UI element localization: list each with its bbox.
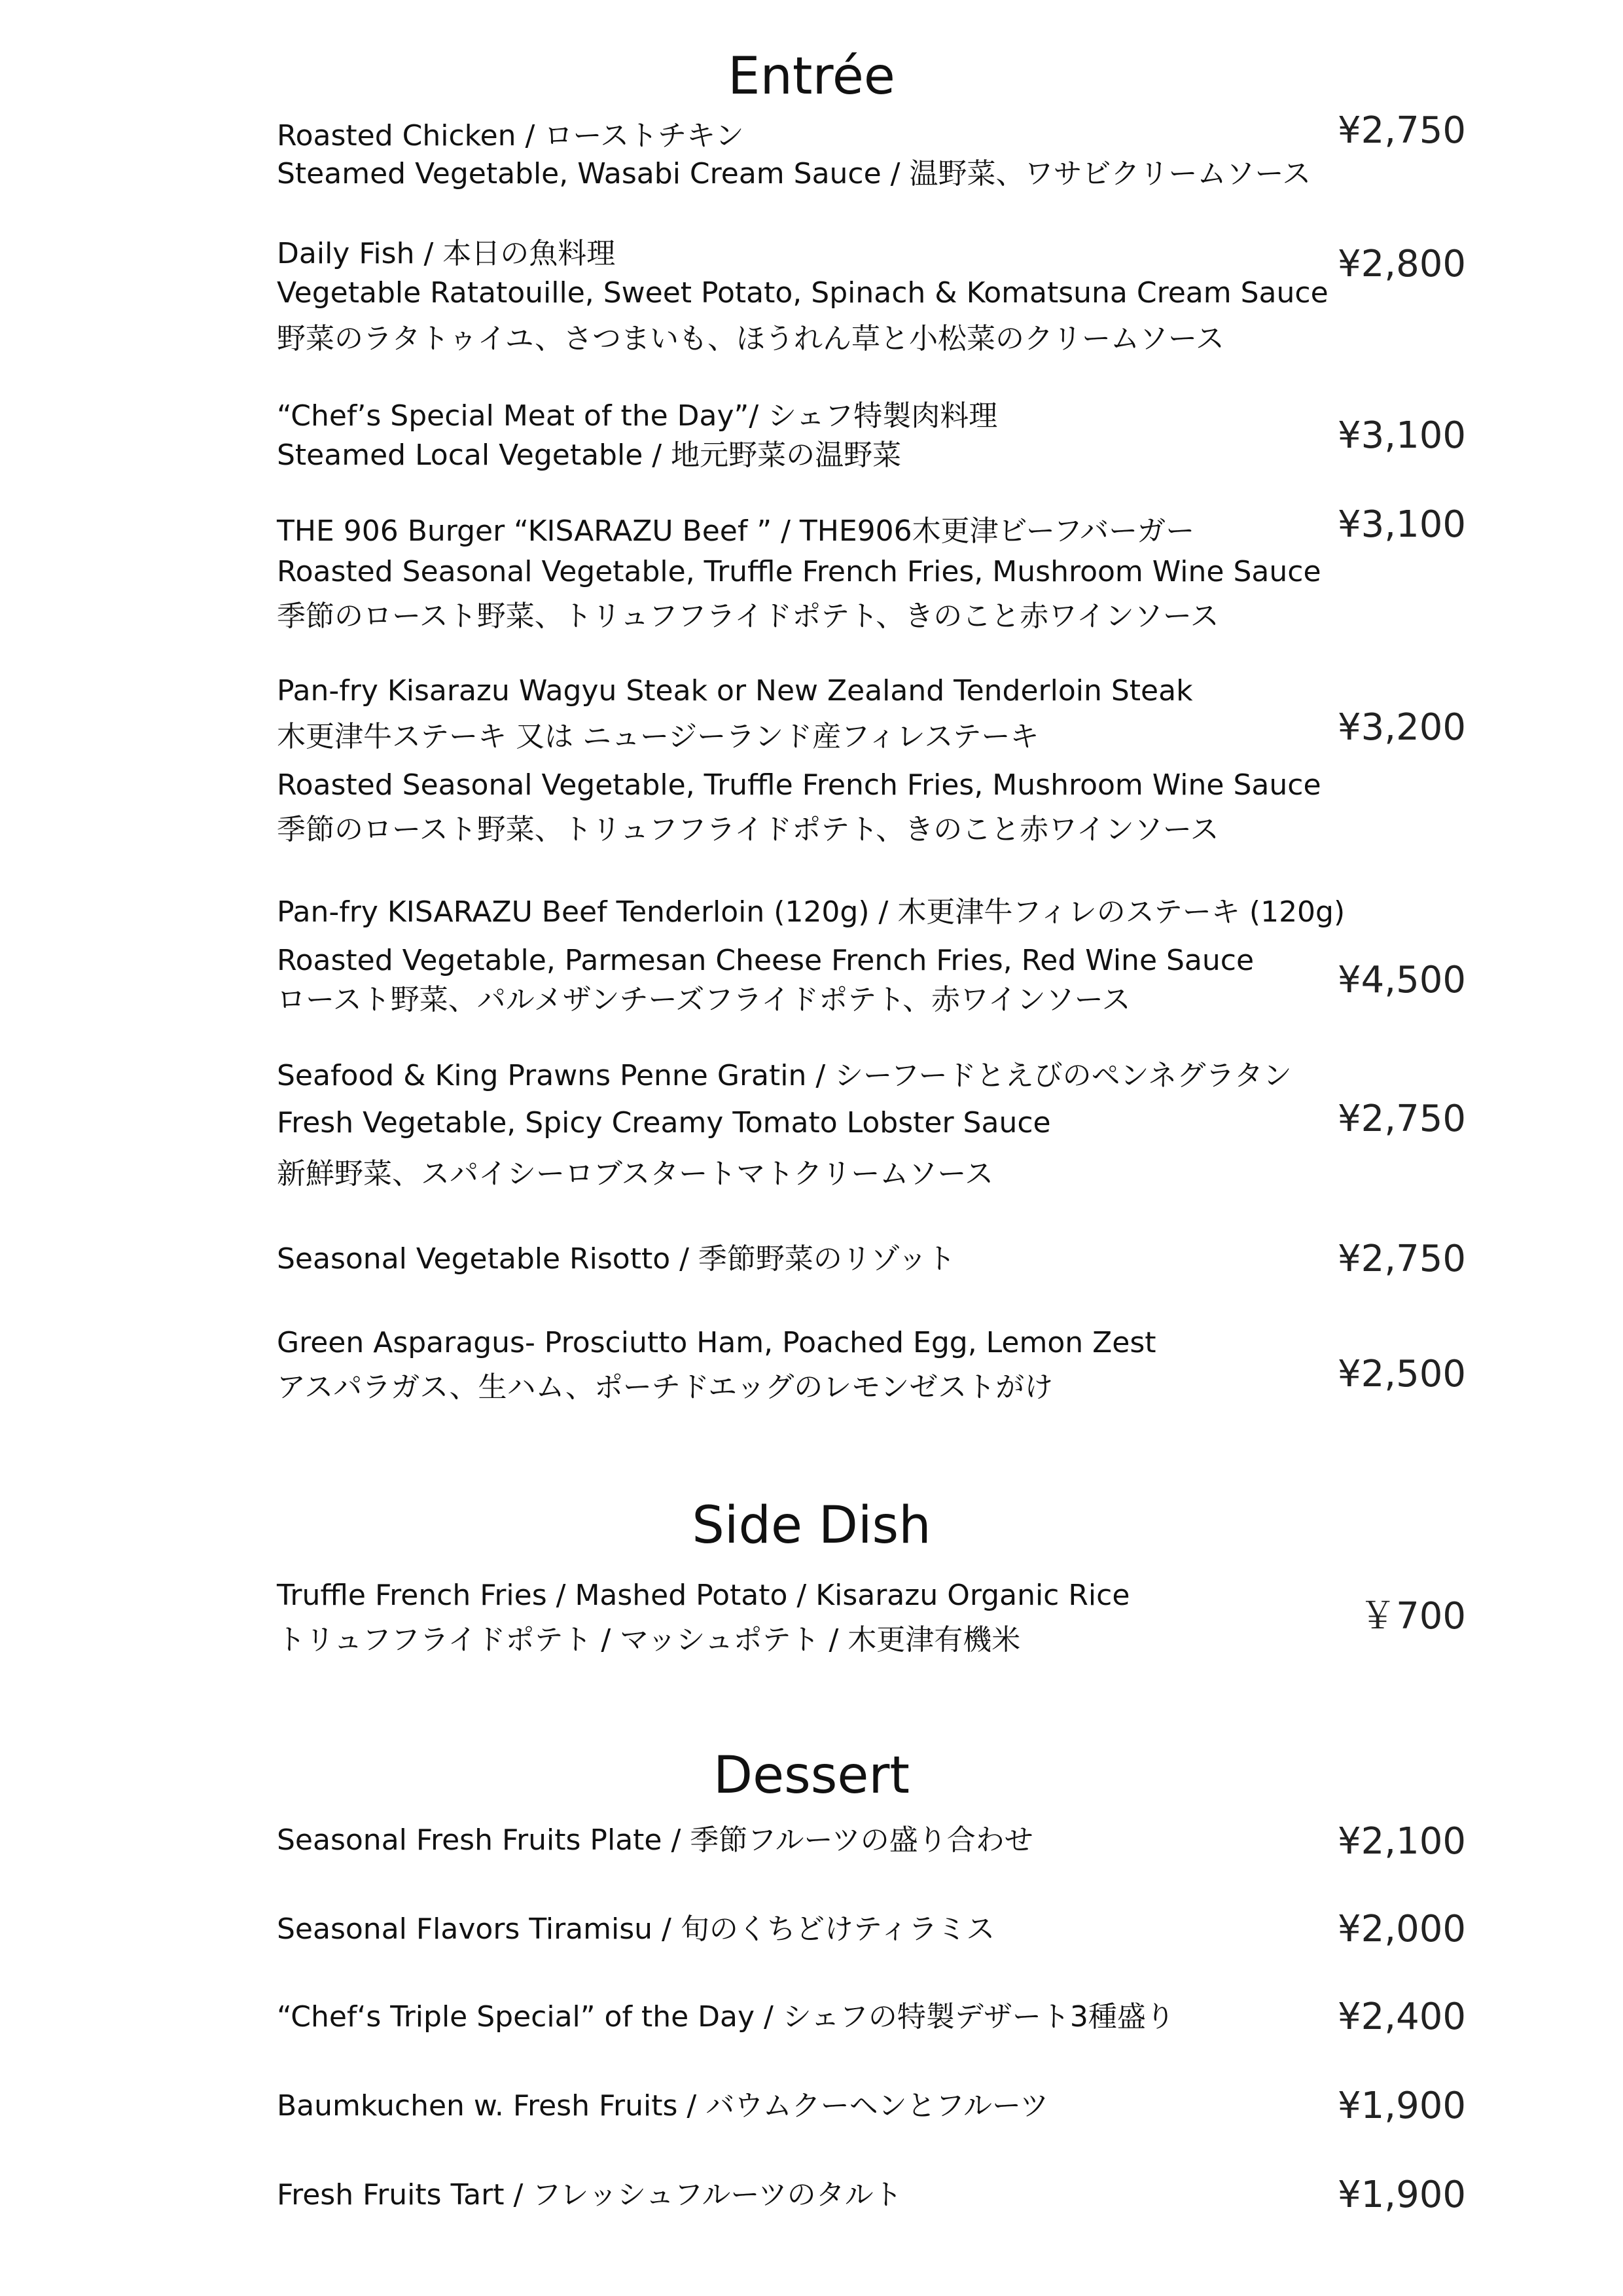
item-line: Pan-fry KISARAZU Beef Tenderloin (120g) / 木更津牛フィレのステーキ (120g) bbox=[277, 895, 1346, 929]
item-line: Daily Fish / 本日の魚料理 bbox=[277, 237, 616, 270]
item-line: “Chef’s Special Meat of the Day”/ シェフ特製肉料理 bbox=[277, 399, 998, 433]
section-title-side-dish: Side Dish bbox=[692, 1496, 931, 1555]
item-price: ¥1,900 bbox=[1338, 2174, 1466, 2216]
item-line: Seasonal Vegetable Risotto / 季節野菜のリゾット bbox=[277, 1242, 956, 1276]
item-price: ¥2,400 bbox=[1338, 1996, 1466, 2038]
item-price: ¥2,750 bbox=[1338, 1098, 1466, 1140]
section-title-dessert: Dessert bbox=[713, 1746, 910, 1805]
item-line: Green Asparagus- Prosciutto Ham, Poached Egg, Lemon Zest bbox=[277, 1326, 1156, 1359]
item-price: ￥700 bbox=[1359, 1595, 1466, 1638]
item-line: “Chef‘s Triple Special” of the Day / シェフの特製デザート3種盛り bbox=[277, 2000, 1175, 2034]
item-line: 木更津牛ステーキ 又は ニュージーランド産フィレステーキ bbox=[277, 720, 1039, 753]
item-line: Roasted Chicken / ローストチキン bbox=[277, 119, 744, 152]
item-line: Seafood & King Prawns Penne Gratin / シーフードとえびのペンネグラタン bbox=[277, 1059, 1292, 1092]
item-line: Baumkuchen w. Fresh Fruits / バウムクーヘンとフルーツ bbox=[277, 2089, 1049, 2123]
item-line: Roasted Seasonal Vegetable, Truffle French Fries, Mushroom Wine Sauce bbox=[277, 768, 1321, 802]
item-line: Pan-fry Kisarazu Wagyu Steak or New Zealand Tenderloin Steak bbox=[277, 674, 1193, 708]
item-price: ¥2,800 bbox=[1338, 243, 1466, 285]
item-price: ¥2,100 bbox=[1338, 1820, 1466, 1863]
item-line: Steamed Vegetable, Wasabi Cream Sauce / 温野菜、ワサビクリームソース bbox=[277, 157, 1311, 190]
item-price: ¥3,100 bbox=[1338, 414, 1466, 457]
item-price: ¥2,750 bbox=[1338, 109, 1466, 152]
item-line: Roasted Seasonal Vegetable, Truffle French Fries, Mushroom Wine Sauce bbox=[277, 555, 1321, 588]
section-title-entree: Entrée bbox=[728, 47, 895, 106]
item-line: ロースト野菜、パルメザンチーズフライドポテト、赤ワインソース bbox=[277, 983, 1131, 1016]
item-line: Fresh Vegetable, Spicy Creamy Tomato Lobster Sauce bbox=[277, 1106, 1051, 1139]
item-line: Truffle French Fries / Mashed Potato / Kisarazu Organic Rice bbox=[277, 1579, 1130, 1612]
item-line: 季節のロースト野菜、トリュフフライドポテト、きのこと赤ワインソース bbox=[277, 600, 1219, 633]
item-line: Roasted Vegetable, Parmesan Cheese French Fries, Red Wine Sauce bbox=[277, 944, 1255, 977]
item-line: アスパラガス、生ハム、ポーチドエッグのレモンゼストがけ bbox=[277, 1371, 1054, 1404]
item-price: ¥2,750 bbox=[1338, 1238, 1466, 1280]
item-line: Fresh Fruits Tart / フレッシュフルーツのタルト bbox=[277, 2178, 902, 2212]
item-price: ¥1,900 bbox=[1338, 2085, 1466, 2127]
item-line: 野菜のラタトゥイユ、さつまいも、ほうれん草と小松菜のクリームソース bbox=[277, 322, 1224, 355]
item-price: ¥4,500 bbox=[1338, 959, 1466, 1001]
item-line: Seasonal Fresh Fruits Plate / 季節フルーツの盛り合わせ bbox=[277, 1823, 1033, 1857]
item-line: Steamed Local Vegetable / 地元野菜の温野菜 bbox=[277, 439, 902, 472]
item-line: 新鮮野菜、スパイシーロブスタートマトクリームソース bbox=[277, 1157, 994, 1191]
item-price: ¥2,500 bbox=[1338, 1353, 1466, 1395]
item-line: トリュフフライドポテト / マッシュポテト / 木更津有機米 bbox=[277, 1623, 1021, 1657]
item-price: ¥2,000 bbox=[1338, 1908, 1466, 1950]
item-line: 季節のロースト野菜、トリュフフライドポテト、きのこと赤ワインソース bbox=[277, 813, 1219, 846]
item-price: ¥3,100 bbox=[1338, 503, 1466, 546]
item-line: Vegetable Ratatouille, Sweet Potato, Spinach & Komatsuna Cream Sauce bbox=[277, 276, 1329, 310]
item-line: THE 906 Burger “KISARAZU Beef ” / THE906木更津ビーフバーガー bbox=[277, 514, 1195, 548]
item-line: Seasonal Flavors Tiramisu / 旬のくちどけティラミス bbox=[277, 1912, 995, 1946]
item-price: ¥3,200 bbox=[1338, 706, 1466, 749]
